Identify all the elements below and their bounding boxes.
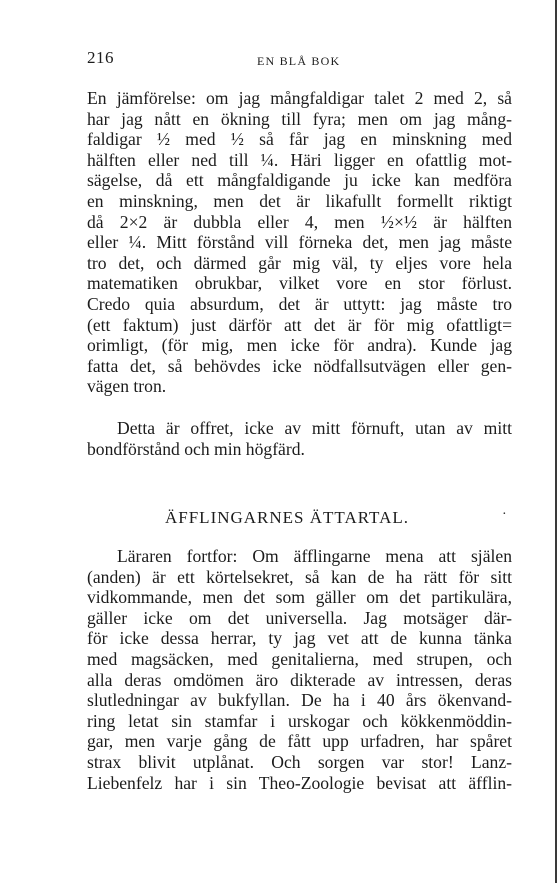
text-line: Liebenfelz har i sin Theo-Zoologie bevisat att äfflin- [87, 772, 512, 793]
text-line: ring letat sin stamfar i urskogar och kökkenmöddin- [87, 710, 512, 731]
text-line: Detta är offret, icke av mitt förnuft, utan av mitt [117, 418, 512, 438]
text-line: gäller icke om det universella. Jag motsäger där- [87, 607, 512, 628]
text-line: Läraren fortfor: Om äfflingarne mena att själen [117, 546, 512, 566]
text-line: för icke dessa herrar, ty jag vet att de kunna tänka [87, 628, 512, 649]
text-line: fatta det, så behövdes icke nödfallsutvägen eller gen- [87, 355, 512, 376]
text-line: en minskning, men det är likafullt formellt riktigt [87, 190, 512, 211]
text-line: slutledningar av bukfyllan. De ha i 40 års ökenvand- [87, 690, 512, 711]
text-line: då 2×2 är dubbla eller 4, men ½×½ är hälften [87, 211, 512, 232]
section-heading: ÄFFLINGARNES ÄTTARTAL. [165, 508, 409, 527]
text-line: En jämförelse: om jag mångfaldigar talet 2 med 2, så [87, 88, 512, 108]
text-line: (anden) är ett körtelsekret, så kan de ha rätt för sitt [87, 566, 512, 587]
paragraph-2 [87, 418, 512, 459]
text-line: vägen tron. [87, 376, 167, 397]
text-line: strax blivit utplånat. Och sorgen var stor! Lanz- [87, 751, 512, 772]
text-line: bondförstånd och min högfärd. [87, 438, 305, 459]
text-line: med magsäcken, med genitalierna, med strupen, och [87, 648, 512, 669]
text-line: alla deras omdömen äro dikterade av intressen, deras [87, 669, 512, 690]
text-line: (ett faktum) just därför att det är för mig ofattligt= [87, 314, 512, 335]
text-line: tro det, och därmed går mig väl, ty eljes vore hela [87, 252, 512, 273]
text-line: faldigar ½ med ½ så får jag en minskning med [87, 129, 512, 150]
text-line: sägelse, då ett mångfaldigande ju icke kan medföra [87, 170, 512, 191]
page-number: 216 [87, 48, 114, 67]
text-line: matematiken obrukbar, vilket vore en stor förlust. [87, 273, 512, 294]
text-line: vidkommande, men det som gäller om det partikulära, [87, 587, 512, 608]
text-line: hälften eller ned till ¼. Häri ligger en ofattlig mot- [87, 149, 512, 170]
text-line: Credo quia absurdum, det är uttytt: jag måste tro [87, 293, 512, 314]
page-edge-shadow [555, 0, 557, 883]
text-line: har jag nått en ökning till fyra; men om jag mång- [87, 108, 512, 129]
paragraph-3 [87, 546, 512, 793]
paragraph-1 [87, 88, 512, 397]
text-line: eller ¼. Mitt förstånd vill förneka det, men jag måste [87, 232, 512, 253]
running-head [87, 48, 517, 74]
print-speck: · [502, 507, 507, 522]
text-line: gar, men varje gång de fått upp urfadren, har spåret [87, 731, 512, 752]
book-title: EN BLÅ BOK [257, 54, 341, 68]
text-line: orimligt, (för mig, men icke för andra). Kunde jag [87, 335, 512, 356]
